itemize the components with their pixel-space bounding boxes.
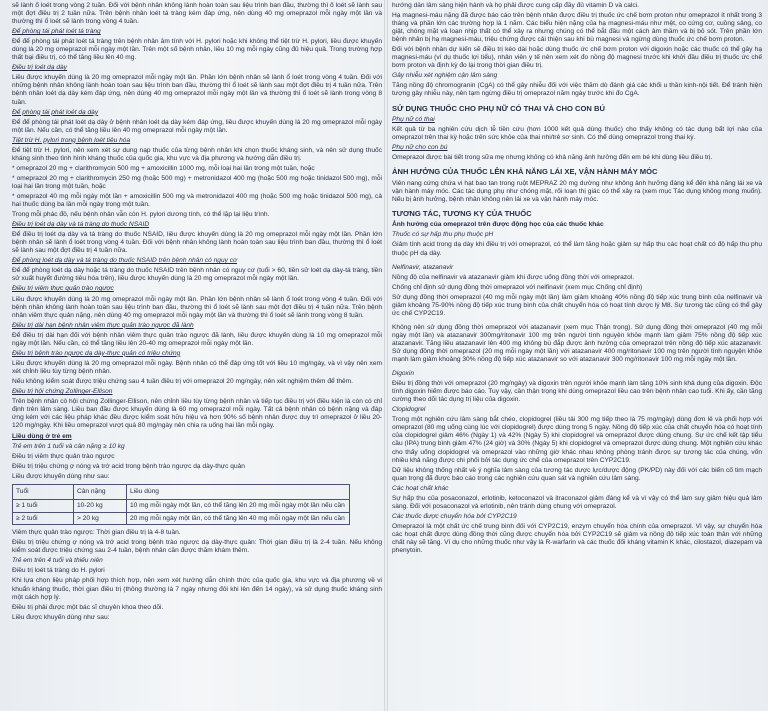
subheading: Điều trị loét dạ dày và tá tràng do thuốc NSAID <box>12 221 150 229</box>
subheading: Clopidogrel <box>392 406 426 414</box>
paragraph: Liều được khuyến dùng là 20 mg omeprazol mỗi ngày. Bệnh nhân có thể đáp ứng tốt với liều 10 mg/ngày, và vì vậy nên xem xét chỉnh liều tùy từng bệnh nhân. <box>12 359 382 375</box>
paragraph: Sử dụng đồng thời omeprazol (40 mg mỗi ngày một lần) làm giảm khoảng 40% nồng độ tiếp xúc trung bình của nelfinavir và giảm khoảng 75-90% nồng độ tiếp xúc trung bình của chất chuyển hóa có hoạt tính dược lý M8. Sự tương tác cũng có thể gây ức chế CYP2C19. <box>392 293 762 317</box>
paragraph: Điều trị viêm thực quản trào ngược <box>12 453 115 461</box>
paragraph: hướng dẫn lâm sàng hiện hành và họ phải được cung cấp đầy đủ vitamin D và calci. <box>392 2 639 9</box>
paragraph: Liều được khuyến dùng như sau: <box>12 613 110 621</box>
subheading: Các hoạt chất khác <box>392 484 449 492</box>
subheading: Trẻ em trên 4 tuổi và thiếu niên <box>12 557 103 565</box>
subheading: Điều trị viêm thực quản trào ngược <box>12 285 114 293</box>
table-cell: ≥ 1 tuổi <box>13 500 74 513</box>
paragraph: Trên bệnh nhân có hội chứng Zollinger-Ellison, nên chỉnh liều tùy từng bệnh nhân và tiếp tục điều trị với điều kiện là còn có chỉ định trên lâm sàng. Liều ban đầu được khuyến dùng là 60 mg omeprazol mỗi ngày. Tất cả bệnh nhân có bệnh nặng và đáp ứng kém với các liệu pháp khác đều được kiểm soát hữu hiệu và hơn 90% số bệnh nhân được duy trì omeprazol ở liều 20-120 mg/ngày. Khi liều omeprazol vượt quá 80 mg/ngày nên chia ra uống hai lần mỗi ngày. <box>12 398 382 430</box>
paragraph: Hạ magnesi-máu nặng đã được báo cáo trên bệnh nhân được điều trị thuốc ức chế bơm proton như omeprazol ít nhất trong 3 tháng và phần lớn các trường hợp là 1 năm. Các biểu hiện nặng của hạ magnesi-máu như mệt, co cứng cơ, cuồng sảng, co giật, chóng mặt và loạn nhịp thất có thể xảy ra nhưng chúng có thể bắt đầu một cách âm thầm và bị bỏ sót. Trên phần lớn bệnh nhân bị hạ magnesi-máu, triệu chứng được cải thiện sau khi bù magnesi và ngừng dùng thuốc ức chế bơm proton. <box>392 12 762 44</box>
paragraph: Viên nang cứng chứa vi hạt bao tan trong ruột MEPRAZ 20 mg dường như không ảnh hưởng đáng kể đến khả năng lái xe và vận hành máy móc. Các tác dụng phụ như chóng mặt, rối loạn thị giác có thể xảy ra (xem mục Tác dụng không mong muốn). Nếu bị ảnh hưởng, bệnh nhân không nên lái xe và vận hành máy móc. <box>392 179 762 203</box>
paragraph: Liều được khuyến dùng là 20 mg omeprazol mỗi ngày một lần. Phần lớn bệnh nhân sẽ lành ổ loét trong vòng 4 tuần. Đối với những bệnh nhân không lành hoàn toàn sau liệu trình ban đầu, thường thì ổ loét sẽ lành sau một đợt điều trị 4 tuần nữa. Trên bệnh nhân loét dạ dày kém đáp ứng, nên dùng 40 mg omeprazol mỗi ngày một lần và thường thì ổ loét sẽ lành trong vòng 8 tuần. <box>12 74 382 106</box>
paragraph: sẽ lành ổ loét trong vòng 2 tuần. Đối với bệnh nhân không lành hoàn toàn sau liệu trình ban đầu, thường thì ổ loét sẽ lành sau một đợt điều trị 2 tuần nữa. Trên bệnh nhân loét tá tràng kém đáp ứng, nên dùng 40 mg omeprazol mỗi ngày một lần và thường thì ổ loét sẽ lành trong vòng 4 tuần. <box>12 2 382 26</box>
paragraph: Omeprazol là một chất ức chế trung bình đối với CYP2C19, enzym chuyển hóa chính của omeprazol. Vì vậy, sự chuyển hóa các hoạt chất được dùng đồng thời cũng được chuyển hóa bởi CYP2C19 sẽ giảm và nồng độ tiếp xúc toàn thân với những chất này sẽ tăng. Ví dụ cho những thuốc như vậy là R-warfarin và các thuốc đối kháng vitamin K khác, cilostazol, diazepam và phenytoin. <box>392 522 762 555</box>
table-header-cell: Tuổi <box>13 485 74 500</box>
section-heading-interactions: TƯƠNG TÁC, TƯƠNG KỴ CỦA THUỐC <box>392 208 532 218</box>
table-header-row <box>13 485 350 500</box>
paragraph: Dữ liệu không thống nhất về ý nghĩa lâm sàng của tương tác dược lực/dược động (PK/PD) này đối với các biến cố tim mạch quan trọng đã được báo cáo trong các nghiên cứu quan sát và nghiên cứu lâm sàng. <box>392 466 762 482</box>
table-cell: 20 mg mỗi ngày một lần, có thể tăng lên 40 mg mỗi ngày một lần nếu cần <box>127 512 350 525</box>
paragraph: Nếu không kiểm soát được triệu chứng sau 4 tuần điều trị với omeprazol 20 mg/ngày, nên xét nghiệm thêm để thêm. <box>12 377 353 385</box>
subheading: Để phòng tái phát loét dạ dày <box>12 108 99 116</box>
table-header-cell: Liều dùng <box>127 485 350 500</box>
pediatric-dosage-table <box>12 484 350 525</box>
paragraph: Khi lựa chọn liệu pháp phối hợp thích hợp, nên xem xét hướng dẫn chính thức của quốc gia, khu vực và địa phương về vi khuẩn kháng thuốc, thời gian điều trị (thông thường là 7 ngày nhưng đôi khi lên đến 14 ngày), và sử dụng thuốc kháng sinh một cách hợp lý. <box>12 577 382 601</box>
regimen-item: * omeprazol 40 mg mỗi ngày một lần + amoxicillin 500 mg và metronidazol 400 mg (hoặc 500 mg hoặc tinidazol 500 mg), cả hai thuốc dùng ba lần mỗi ngày trong một tuần. <box>12 192 382 209</box>
paragraph: Liều được khuyến dùng như sau: <box>12 473 110 481</box>
paragraph: Để tiệt trừ H. pylori, nên xem xét sự dung nạp thuốc của từng bệnh nhân khi chọn thuốc kháng sinh, và nên sử dụng thuốc kháng sinh theo tình hình kháng thuốc của quốc gia, khu vực và địa phương và hướng dẫn điều trị. <box>12 146 382 162</box>
paragraph: Điều trị đồng thời với omeprazol (20 mg/ngày) và digoxin trên người khỏe mạnh làm tăng 10% sinh khả dụng của digoxin. Độc tính digoxin hiếm được báo cáo. Tuy vậy, cần thận trọng khi dùng omeprazol liều cao trên bệnh nhân cao tuổi. Khi ấy, cần tăng cường theo dõi tác dụng trị liệu của digoxin. <box>392 380 762 404</box>
subheading: Điều trị bệnh trào ngược dạ dày-thực quản có triệu chứng <box>12 349 181 357</box>
paragraph: Kết quả từ ba nghiên cứu dịch tễ tiền cứu (hơn 1000 kết quả dùng thuốc) cho thấy không có tác dụng bất lợi nào của omeprazol trên thai kỳ hoặc trên sức khỏe của thai nhi/trẻ sơ sinh. Có thể dùng omeprazol trong thai kỳ. <box>392 126 762 142</box>
subheading: Trẻ em trên 1 tuổi và cân nặng ≥ 10 kg <box>12 443 125 451</box>
paragraph: Nồng độ của nelfinavir và atazanavir giảm khi được uống đồng thời với omeprazol. <box>392 273 635 281</box>
subheading: Điều trị hội chứng Zollinger-Ellison <box>12 387 113 395</box>
table-cell: > 20 kg <box>74 512 127 525</box>
paragraph: Tăng nồng độ chromogranin (CgA) có thể gây nhiễu đối với việc thăm dò đánh giá các khối u thần kinh-nội tiết. Để tránh hiện tượng gây nhiễu này, nên tạm ngừng điều trị omeprazol năm ngày trước khi đo CgA. <box>392 82 762 98</box>
paragraph: Liều được khuyến dùng là 20 mg omeprazol mỗi ngày một lần. Phần lớn bệnh nhân sẽ lành ổ loét trong vòng 4 tuần. Đối với bệnh nhân không lành hoàn toàn sau liệu trình ban đầu, thường thì ổ loét sẽ lành sau một đợt điều trị 4 tuần nữa. Trên bệnh nhân viêm thực quản nặng, nên dùng 40 mg omeprazol mỗi ngày một lần và thường thì ổ loét sẽ lành trong vòng 8 tuần. <box>12 295 382 319</box>
subheading: Các thuốc được chuyển hóa bởi CYP2C19 <box>392 512 517 520</box>
subheading: Điều trị loét dạ dày <box>12 64 67 72</box>
paragraph: Để để phòng tái phát loét dạ dày ở bệnh nhân loét dạ dày kém đáp ứng, liều được khuyến dùng là 20 mg omeprazol mỗi ngày một lần. Nếu cần, có thể tăng liều lên 40 mg omeprazol mỗi ngày một lần. <box>12 118 382 134</box>
section-heading-pregnancy: SỬ DỤNG THUỐC CHO PHỤ NỮ CÓ THAI VÀ CHO CON BÚ <box>392 103 605 113</box>
subheading: Digoxin <box>392 370 414 378</box>
subheading: Phụ nữ cho con bú <box>392 144 448 152</box>
paragraph: Sự hấp thu của posaconazol, erlotinib, ketoconazol và itraconazol giảm đáng kể và vì vậy có thể làm suy giảm hiệu quả lâm sàng. Đối với posaconazol và erlotinib, nên tránh dùng chung với omeprazol. <box>392 494 762 510</box>
table-cell: 10-20 kg <box>74 500 127 513</box>
paragraph: Để để phòng loét dạ dày hoặc tá tràng do thuốc NSAID trên bệnh nhân có nguy cơ (tuổi > 60, tiền sử loét dạ dày-tá tràng, tiền sử xuất huyết đường tiêu hóa trên), liều được khuyến dùng là 20 mg omeprazol mỗi ngày một lần. <box>12 267 382 283</box>
paragraph: Điều trị phải được một bác sĩ chuyên khoa theo dõi. <box>12 603 164 611</box>
subheading: Phụ nữ có thai <box>392 116 435 124</box>
paragraph: Omeprazol được bài tiết trong sữa mẹ nhưng không có khả năng ảnh hưởng đến em bé khi dùng liều điều trị. <box>392 154 713 162</box>
paragraph: Viêm thực quản trào ngược: Thời gian điều trị là 4-8 tuần. <box>12 529 181 537</box>
subheading: Gây nhiễu xét nghiệm cận lâm sàng <box>392 72 498 80</box>
regimen-item: * omeprazol 20 mg + clarithromycin 250 mg (hoặc 500 mg) + metronidazol 400 mg (hoặc 500 mg hoặc tinidazol 500 mg), mỗi loại hai lần trong một tuần, hoặc <box>12 174 382 190</box>
paragraph: Điều trị triệu chứng ợ nóng và trớ acid trong bệnh trào ngược dạ dày-thực quản <box>12 463 245 471</box>
table-row <box>13 512 350 525</box>
paragraph: Giảm tính acid trong dạ dày khi điều trị với omeprazol, có thể làm tăng hoặc giảm sự hấp thu các hoạt chất có độ hấp thu phụ thuộc pH dạ dày. <box>392 241 762 257</box>
paragraph: Điều trị triệu chứng ợ nóng và trớ acid trong bệnh trào ngược dạ dày-thực quản: Thời gian điều trị là 2-4 tuần. Nếu không kiểm soát được triệu chứng sau 2-4 tuần, bệnh nhân cần được thăm khám thêm. <box>12 539 382 555</box>
regimen-item: * omeprazol 20 mg + clarithromycin 500 mg + amoxicillin 1000 mg, mỗi loại hai lần trong một tuần, hoặc <box>12 164 315 172</box>
bold-subheading: Ảnh hưởng của omeprazol trên được động học của các thuốc khác <box>392 221 604 229</box>
table-header-cell: Cân nặng <box>74 485 127 500</box>
paragraph: Để để phòng tái phát loét tá tràng trên bệnh nhân âm tính với H. pylori hoặc khi không thể tiệt trừ H. pylori, liều được khuyến dùng là 20 mg omeprazol mỗi ngày một lần. Trên một số bệnh nhân, liều 10 mg mỗi ngày cũng đủ hiệu quả. Trong trường hợp thất bại điều trị, có thể tăng liều lên 40 mg. <box>12 38 382 62</box>
subheading: Để phòng loét dạ dày và tá tràng do thuốc NSAID trên bệnh nhân có nguy cơ <box>12 257 238 265</box>
table-row <box>13 500 350 513</box>
left-column <box>12 2 382 624</box>
right-column <box>392 2 762 557</box>
section-heading-pediatric: Liều dùng ở trẻ em <box>12 433 72 441</box>
paragraph: Không nên sử dụng đồng thời omeprazol với atazanavir (xem mục Thận trọng). Sử dụng đồng thời omeprazol (40 mg mỗi ngày một lần) và atazanavir 300mg/ritonavir 100 mg trên người tình nguyện khỏe mạnh làm giảm 75% nồng độ tiếp xúc atazanavir. Tăng liều atazanavir lên 400 mg không bù đắp được ảnh hưởng của omeprazol trên nồng độ tiếp xúc atazanavir. Sử dụng đồng thời omeprazol (20 mg mỗi ngày một lần) với atazanavir 400 mg/ritonavir 100 mg trên người tình nguyện khỏe mạnh làm giảm khoảng 30% nồng độ tiếp xúc atazanavir so với atazanavir 300 mg/ritonavir 100 mg mỗi ngày một lần. <box>392 323 762 364</box>
paragraph: Trong một nghiên cứu lâm sàng bắt chéo, clopidogrel (liều tải 300 mg tiếp theo là 75 mg/ngày) dùng đơn lẻ và phối hợp với omeprazol (80 mg uống cùng lúc với clopidogrel) được dùng trong 5 ngày. Nồng độ tiếp xúc của chất chuyển hóa có hoạt tính của clopidogrel giảm 46% (Ngày 1) và 42% (Ngày 5) khi clopidogrel và omeprazol được dùng chung. Sự ức chế kết tập tiểu cầu (IPA) trung bình giảm 47% (24 giờ) và 30% (Ngày 5) khi clopidogrel và omeprazol được dùng chung. Một nghiên cứu khác cho thấy uống clopidogrel và omeprazol vào những giờ khác nhau không phòng tránh được sự tương tác của chúng, vốn nhiều khả năng được chi phối bởi tác dụng ức chế của omeprazol trên CYP2C19. <box>392 416 762 464</box>
paragraph: Để điều trị loét dạ dày và tá tràng do thuốc NSAID, liều được khuyến dùng là 20 mg omeprazol mỗi ngày một lần. Phần lớn bệnh nhân sẽ lành ổ loét trong vòng 4 tuần. Đối với bệnh nhân không lành hoàn toàn sau liệu trình ban đầu, thường thì ổ loét sẽ lành sau một đợt điều trị 4 tuần nữa. <box>12 231 382 255</box>
subheading: Tiệt trừ H. pylori trong bệnh loét tiêu hóa <box>12 136 131 144</box>
paragraph: Đối với bệnh nhân dự kiến sẽ điều trị kéo dài hoặc dùng thuốc ức chế bơm proton với digoxin hoặc các thuốc có thể gây hạ magnesi-máu (ví dụ thuốc lợi tiểu), nhân viên y tế nên xem xét đo nồng độ magnesi trước khi khởi đầu điều trị thuốc ức chế bơm proton và định kỳ đo lại trong thời gian điều trị. <box>392 46 762 70</box>
table-cell: ≥ 2 tuổi <box>13 512 74 525</box>
subheading: Điều trị dài hạn bệnh nhân viêm thực quản trào ngược đã lành <box>12 321 194 329</box>
subheading: Nelfinavir, atazanavir <box>392 263 454 271</box>
subheading: Để phòng tái phát loét tá tràng <box>12 28 101 36</box>
section-heading-driving: ẢNH HƯỞNG CỦA THUỐC LÊN KHẢ NĂNG LÁI XE, VẬN HÀNH MÁY MÓC <box>392 167 658 177</box>
paragraph: Chống chỉ định sử dụng đồng thời omeprazol với nelfinavir (xem mục Chống chỉ định) <box>392 283 643 291</box>
paragraph: Trong mỗi phác đồ, nếu bệnh nhân vẫn còn H. pylori dương tính, có thể lặp lại liệu trình. <box>12 211 270 219</box>
paragraph: Để điều trị dài hạn đối với bệnh nhân viêm thực quản trào ngược đã lành, liều được khuyến dùng là 10 mg omeprazol mỗi ngày một lần. Nếu cần, có thể tăng liều lên 20-40 mg omeprazol mỗi ngày một lần. <box>12 331 382 347</box>
paragraph: Điều trị loét tá tràng do H. pylori <box>12 567 105 575</box>
subheading: Thuốc có sự hấp thu phụ thuộc pH <box>392 231 494 239</box>
page-fold-divider <box>384 0 388 711</box>
table-cell: 10 mg mỗi ngày một lần, có thể tăng lên 20 mg mỗi ngày một lần nếu cần <box>127 500 350 513</box>
